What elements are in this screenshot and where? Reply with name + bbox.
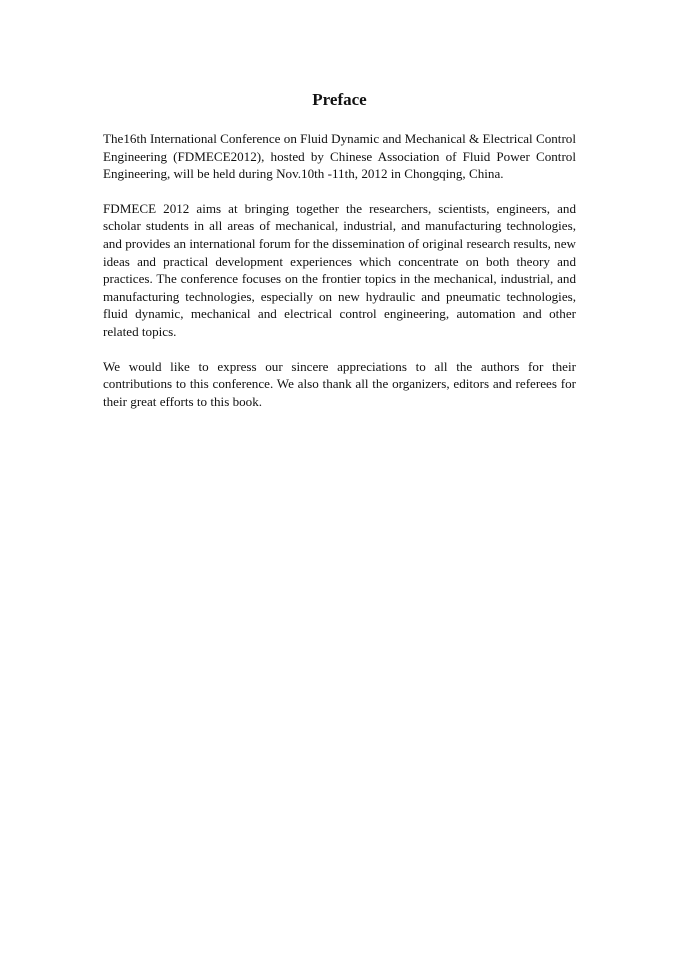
page-title: Preface <box>312 90 367 109</box>
paragraph-acknowledgements: We would like to express our sincere appreciations to all the authors for their contributions to this conference. We also thank all the organizers, editors and referees for their great efforts to this book. <box>103 358 576 409</box>
document-page <box>103 88 576 427</box>
paragraph-conference-intro: The16th International Conference on Fluid Dynamic and Mechanical & Electrical Control Engineering (FDMECE2012), hosted by Chinese Association of Fluid Power Control Engineering, will be held during Nov.10th -11th, 2012 in Chongqing, China. <box>103 131 576 182</box>
paragraph-conference-aims: FDMECE 2012 aims at bringing together the researchers, scientists, engineers, and scholar students in all areas of mechanical, industrial, and manufacturing technologies, and provides an international forum for the dissemination of original research results, new ideas and practical development experiences which concentrate on both theory and practices. The conference focuses on the frontier topics in the mechanical, industrial, and manufacturing technologies, especially on new hydraulic and pneumatic technologies, fluid dynamic, mechanical and electrical control engineering, automation and other related topics. <box>103 200 576 339</box>
